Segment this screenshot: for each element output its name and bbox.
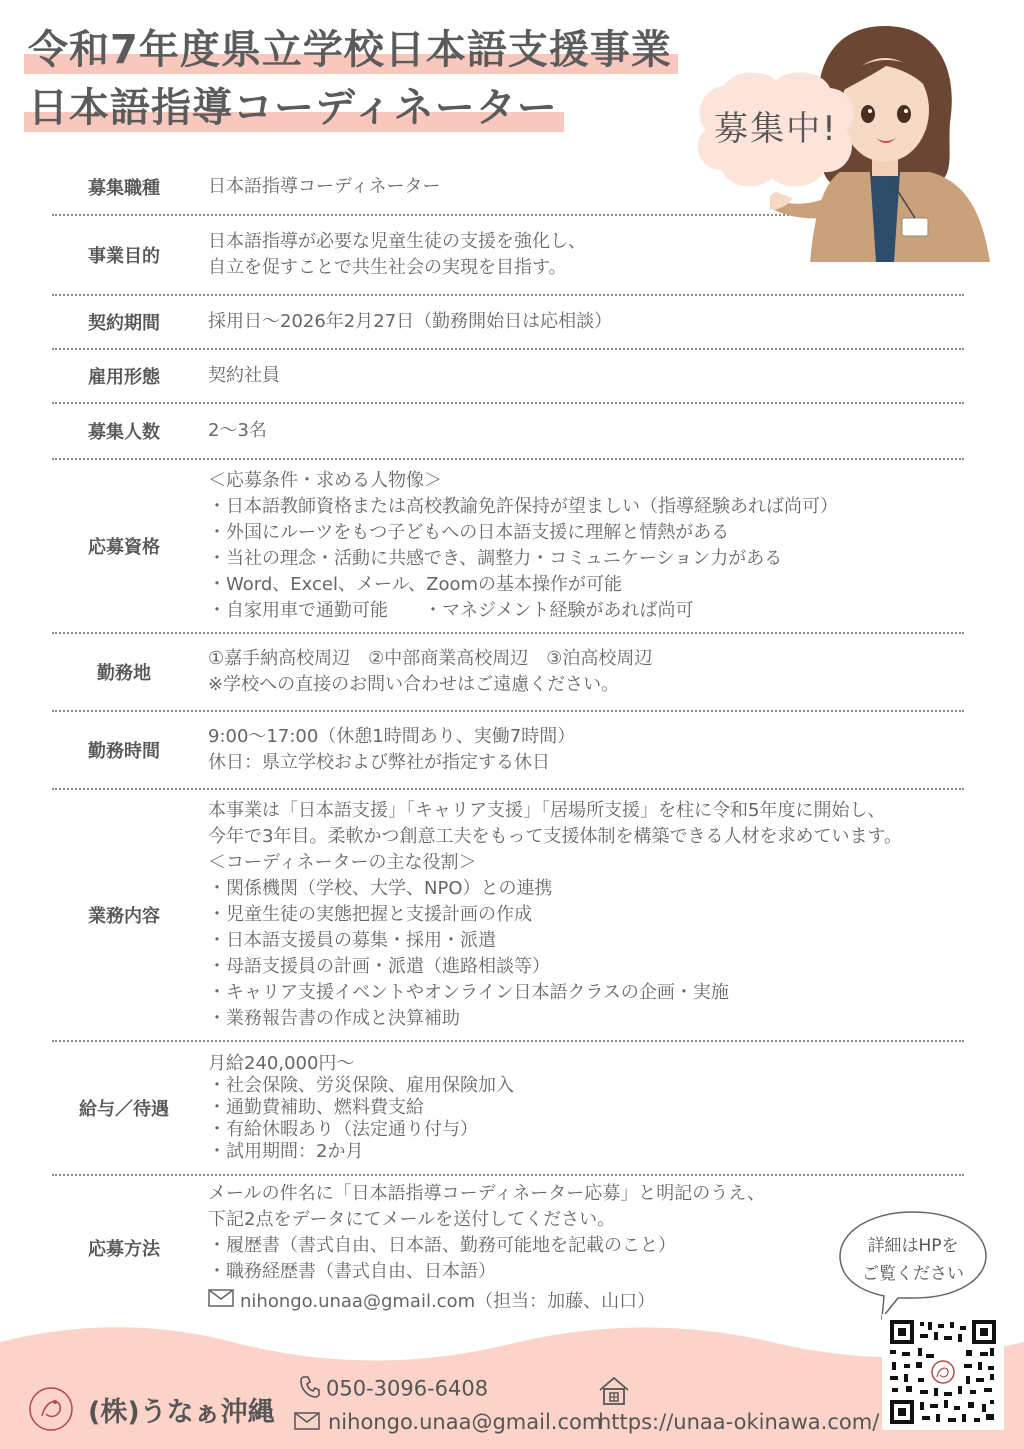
row-line: 9:00〜17:00（休憩1時間あり、実働7時間） (208, 726, 576, 747)
qr-code[interactable] (882, 1314, 1004, 1430)
row-line: 下記2点をデータにてメールを送付してください。 (208, 1209, 616, 1230)
row-label: 契約期間 (88, 313, 160, 334)
row-line: ・職務経歴書（書式自由、日本語） (208, 1261, 496, 1282)
row-line: ・業務報告書の作成と決算補助 (208, 1008, 460, 1029)
row-line: 月給240,000円〜 (208, 1053, 355, 1074)
row-body (196, 468, 838, 624)
phone-number: 050-3096-6408 (326, 1376, 489, 1401)
job-details-table (52, 160, 964, 1320)
row-line: 本事業は「日本語支援」「キャリア支援」「居場所支援」を柱に令和5年度に開始し、 (208, 800, 886, 821)
mail-icon (294, 1411, 320, 1435)
row-label: 給与／待遇 (79, 1099, 169, 1120)
row-line: ・有給休暇あり（法定通り付与） (208, 1119, 478, 1140)
row-line: ・通勤費補助、燃料費支給 (208, 1097, 424, 1118)
row-line: ・児童生徒の実態把握と支援計画の作成 (208, 904, 532, 925)
footer-email[interactable] (294, 1410, 602, 1435)
row-line: ①嘉手納高校周辺 ②中部商業高校周辺 ③泊高校周辺 (208, 648, 653, 669)
page-title (28, 24, 672, 76)
row-body (196, 1181, 765, 1315)
row-body (196, 363, 280, 389)
row-body (196, 174, 441, 200)
row-line: ※学校への直接のお問い合わせはご遠慮ください。 (208, 674, 620, 695)
row-label: 事業目的 (88, 246, 160, 267)
recruiting-bubble (694, 68, 858, 190)
mail-icon (208, 1289, 234, 1315)
title-line-2: 日本語指導コーディネーター (28, 85, 558, 131)
row-line: ・母語支援員の計画・派遣（進路相談等） (208, 956, 550, 977)
row-body (196, 229, 586, 281)
row-line: 自立を促すことで共生社会の実現を目指す。 (208, 257, 567, 278)
detail-row-contract-period (52, 296, 964, 350)
row-line: ・日本語教師資格または高校教諭免許保持が望ましい（指導経験あれば尚可） (208, 496, 838, 517)
detail-row-salary (52, 1042, 964, 1176)
email-address: nihongo.unaa@gmail.com (328, 1410, 603, 1434)
row-label: 勤務時間 (88, 741, 160, 762)
detail-row-hours (52, 712, 964, 790)
row-label: 募集職種 (88, 178, 160, 199)
detail-row-employment-type (52, 350, 964, 404)
row-body (196, 798, 902, 1032)
row-line: ・履歴書（書式自由、日本語、勤務可能地を記載のこと） (208, 1235, 676, 1256)
row-body (196, 418, 267, 444)
row-line: 2〜3名 (208, 420, 267, 441)
row-body (196, 309, 612, 335)
website-link[interactable]: https://unaa-okinawa.com/ (598, 1410, 880, 1434)
row-line: メールの件名に「日本語指導コーディネーター応募」と明記のうえ、 (208, 1183, 766, 1204)
phone-icon (300, 1376, 320, 1403)
row-line: ・当社の理念・活動に共感でき、調整力・コミュニケーション力がある (208, 548, 783, 569)
row-line: ・キャリア支援イベントやオンライン日本語クラスの企画・実施 (208, 982, 729, 1003)
row-line: ・自家用車で通勤可能 ・マネジメント経験があれば尚可 (208, 600, 694, 621)
contact-line (208, 1289, 765, 1315)
row-line: ・Word、Excel、メール、Zoomの基本操作が可能 (208, 574, 623, 595)
detail-row-location (52, 634, 964, 712)
row-label: 応募方法 (88, 1239, 160, 1260)
row-line: ・試用期間：2か月 (208, 1141, 364, 1162)
page-subtitle (28, 82, 558, 134)
row-line: 契約社員 (208, 365, 280, 386)
see-website-text (838, 1232, 988, 1288)
row-label: 業務内容 (88, 906, 160, 927)
row-label: 雇用形態 (88, 367, 160, 388)
detail-row-qualifications (52, 460, 964, 634)
row-body (196, 724, 575, 776)
detail-row-how-to-apply (52, 1176, 964, 1320)
row-label: 勤務地 (97, 663, 151, 684)
detail-row-headcount (52, 404, 964, 460)
row-line: ＜応募条件・求める人物像＞ (208, 470, 442, 491)
detail-row-duties (52, 790, 964, 1042)
speech-line-2: ご覧ください (862, 1264, 964, 1284)
row-line: ＜コーディネーターの主な役割＞ (208, 852, 477, 873)
row-body (196, 646, 652, 698)
speech-line-1: 詳細はHPを (867, 1236, 959, 1256)
company-logo (28, 1386, 74, 1432)
phone-contact[interactable] (300, 1376, 488, 1403)
row-line: ・関係機関（学校、大学、NPO）との連携 (208, 878, 553, 899)
row-line: 休日：県立学校および弊社が指定する休日 (208, 752, 550, 773)
home-icon (598, 1376, 630, 1410)
company-name: (株)うなぁ沖縄 (88, 1397, 275, 1428)
row-label: 応募資格 (88, 537, 160, 558)
row-line: ・社会保険、労災保険、雇用保険加入 (208, 1075, 514, 1096)
see-website-bubble (838, 1210, 988, 1320)
recruiting-text: 募集中! (714, 109, 838, 149)
row-line: 日本語指導コーディネーター (208, 176, 441, 197)
row-line: 採用日〜2026年2月27日（勤務開始日は応相談） (208, 311, 613, 332)
row-line: 日本語指導が必要な児童生徒の支援を強化し、 (208, 231, 586, 252)
title-line-1: 令和7年度県立学校日本語支援事業 (28, 27, 672, 73)
row-line: ・外国にルーツをもつ子どもへの日本語支援に理解と情熱がある (208, 522, 730, 543)
row-body (196, 1053, 514, 1163)
contact-email[interactable]: nihongo.unaa@gmail.com（担当：加藤、山口） (240, 1291, 656, 1312)
row-line: ・日本語支援員の募集・採用・派遣 (208, 930, 496, 951)
row-label: 募集人数 (88, 422, 160, 443)
row-line: 今年で3年目。柔軟かつ創意工夫をもって支援体制を構築できる人材を求めています。 (208, 826, 903, 847)
